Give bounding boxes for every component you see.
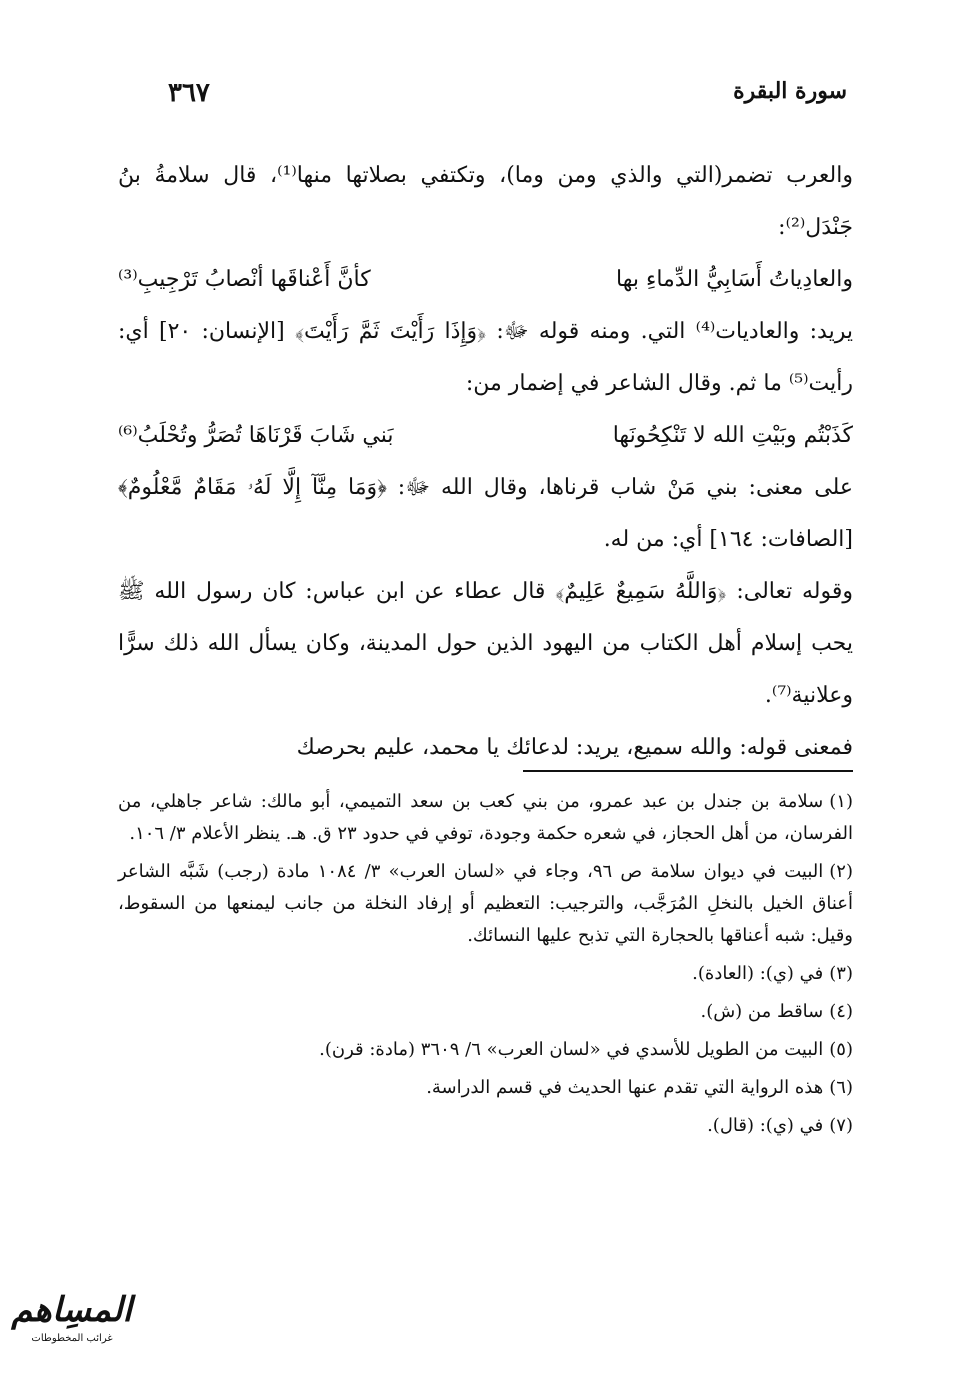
paragraph-3: على معنى: بني مَنْ شاب قرناها، وقال الله ﷻ: ﴿وَمَا مِنَّآ إِلَّا لَهُۥ مَقَامٌ مَّعْلُومٌ﴾ [الصافات: ١٦٤] أي: من له. bbox=[118, 475, 853, 552]
footnote-6 bbox=[118, 1072, 853, 1104]
page-number: ٣٦٧ bbox=[168, 78, 210, 108]
verse-1-second-hemistich: كأنَّ أَعْناقَها أنْصابُ تَرْجِيبِ⁽³⁾ bbox=[118, 267, 371, 292]
footnote-2 bbox=[118, 856, 853, 952]
footnote-1 bbox=[118, 786, 853, 850]
logo-calligraphy: المسِاهم bbox=[11, 1290, 132, 1330]
footnote-4 bbox=[118, 996, 853, 1028]
footnote-text: البيت من الطويل للأسدي في «لسان العرب» ٦/ ٣٦٠٩ (مادة: قرن). bbox=[319, 1039, 824, 1060]
paragraph-5: فمعنى قوله: والله سميع، يريد: لدعائك يا محمد، عليم بحرصك bbox=[296, 735, 853, 760]
footnotes bbox=[118, 786, 853, 1148]
footnote-number: (٤) bbox=[829, 1001, 853, 1022]
footnote-text: في (ي): (قال). bbox=[707, 1115, 824, 1136]
paragraph-1: والعرب تضمر(التي والذي ومن وما)، وتكتفي بصلاتها منها⁽¹⁾، قال سلامةُ بنُ جَنْدَل⁽²⁾: bbox=[118, 163, 853, 240]
verse-2-first-hemistich: كَذَبْتُم وبَيْتِ الله لا تَنْكِحُونَها bbox=[612, 423, 853, 448]
verse-2-second-hemistich: بَني شَابَ قَرْنَاهَا تُصَرُّ وتُحْلَبُ⁽⁶⁾ bbox=[118, 423, 394, 448]
poetry-verse-1 bbox=[118, 254, 853, 306]
footnote-7 bbox=[118, 1110, 853, 1142]
footnote-text: هذه الرواية التي تقدم عنها الحديث في قسم الدراسة. bbox=[426, 1077, 824, 1098]
footnote-number: (٣) bbox=[829, 963, 853, 984]
page-header bbox=[168, 78, 847, 118]
footnote-text: سلامة بن جندل بن عبد عمرو، من بني كعب بن سعد التميمي، أبو مالك: شاعر جاهلي، من الفرسان، من أهل الحجاز، في شعره حكمة وجودة، توفي في حدود ٢٣ ق. هـ. ينظر الأعلام ٣/ ١٠٦. bbox=[118, 791, 853, 844]
footnote-3 bbox=[118, 958, 853, 990]
paragraph-4: وقوله تعالى: ﴿وَاللَّهُ سَمِيعٌ عَلِيمٌ﴾ قال عطاء عن ابن عباس: كان رسول الله ﷺ يحب إسلام أهل الكتاب من اليهود الذين حول المدينة، وكان يسأل الله ذلك سرًّا وعلانية⁽⁷⁾. bbox=[118, 579, 853, 708]
footnote-number: (١) bbox=[829, 791, 853, 812]
logo-subtitle: غرائب المخطوطات bbox=[31, 1333, 113, 1344]
footnote-separator bbox=[523, 770, 853, 772]
poetry-verse-2 bbox=[118, 410, 853, 462]
footnote-text: في (ي): (العادة). bbox=[692, 963, 824, 984]
footnote-number: (٦) bbox=[829, 1077, 853, 1098]
footnote-number: (٧) bbox=[829, 1115, 853, 1136]
footnote-text: البيت في ديوان سلامة ص ٩٦، وجاء في «لسان العرب» ٣/ ١٠٨٤ مادة (رجب) شَبَّه الشاعر أعناق الخيل بالنخلِ المُرَجَّب، والترجيب: التعظيم أو إرفاد النخلة من جانب ليمنعها من السقوط، وقيل: شبه أعناقها بالحجارة التي تذبح عليها النسائك. bbox=[118, 861, 853, 946]
footnote-5 bbox=[118, 1034, 853, 1066]
footnote-text: ساقط من (ش). bbox=[700, 1001, 824, 1022]
footnote-number: (٥) bbox=[829, 1039, 853, 1060]
footnote-number: (٢) bbox=[829, 861, 853, 882]
publisher-logo bbox=[12, 1288, 132, 1358]
main-text bbox=[118, 150, 853, 774]
surah-title: سورة البقرة bbox=[733, 78, 847, 104]
verse-1-first-hemistich: والعادِياتُ أَسَابِيُّ الدِّماءِ بها bbox=[616, 267, 853, 292]
paragraph-2: يريد: والعاديات⁽⁴⁾ التي. ومنه قوله ﷻ: ﴿وَإِذَا رَأَيْتَ ثَمَّ رَأَيْتَ﴾ [الإنسان: ٢٠] أي: رأيت⁽⁵⁾ ما ثم. وقال الشاعر في إضمار من: bbox=[118, 319, 853, 396]
